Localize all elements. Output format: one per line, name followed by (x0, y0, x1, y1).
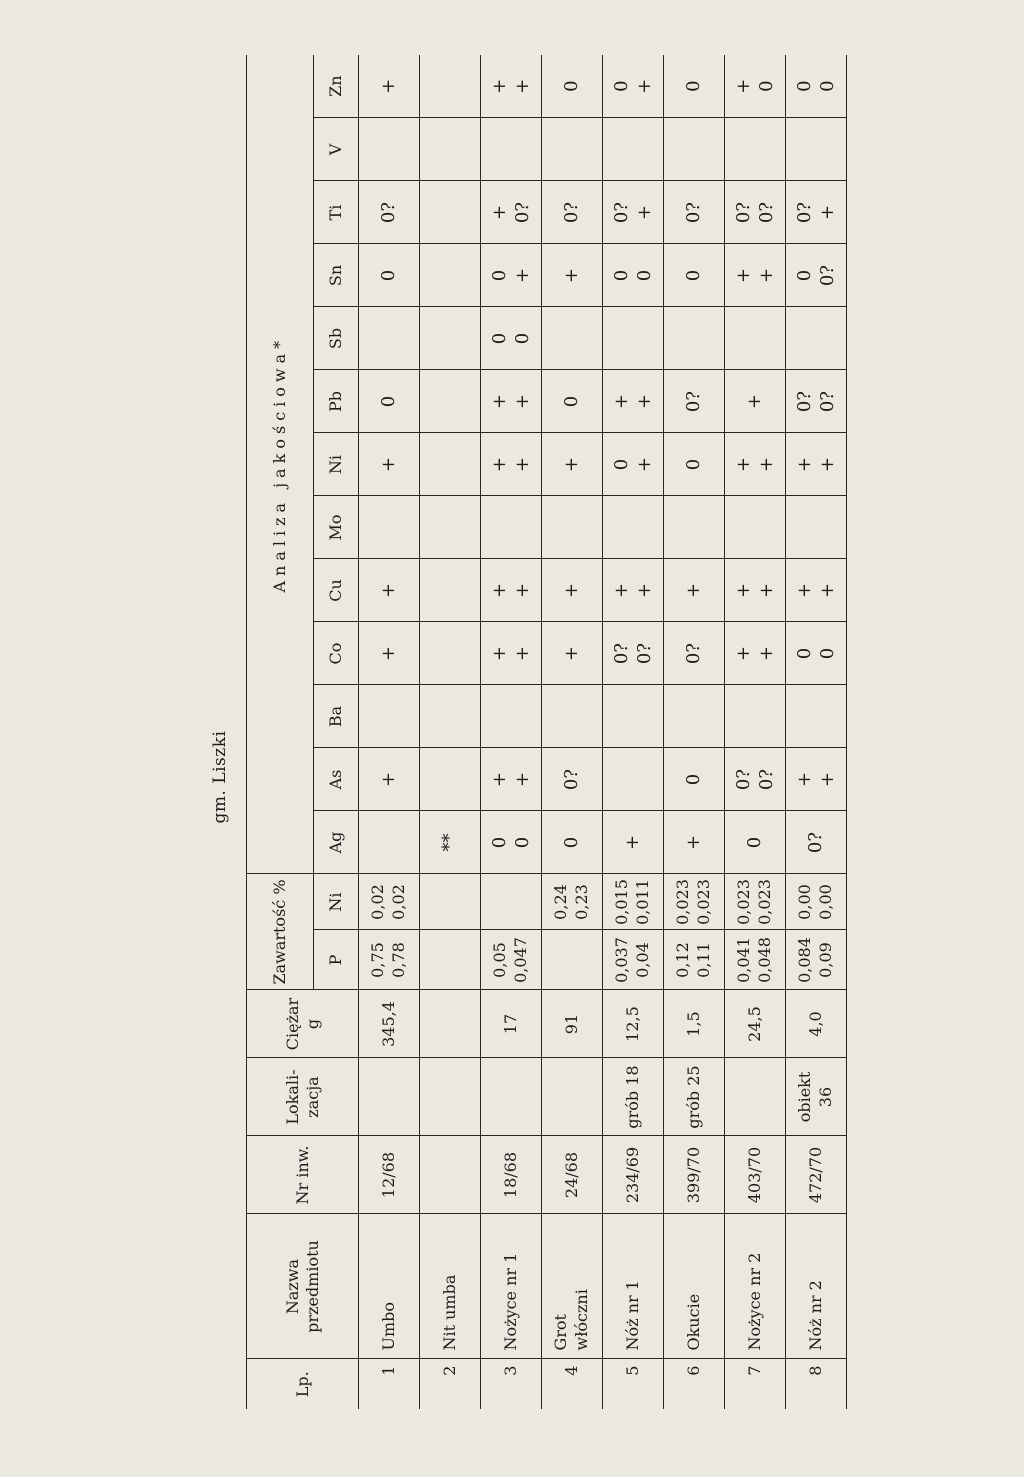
element-mo-cell (420, 496, 481, 559)
item-name-cell: Nit umba (420, 1214, 481, 1359)
item-name-cell: Okucie (664, 1214, 725, 1359)
element-ni-cell: 0 (664, 433, 725, 496)
header-element-sn: Sn (314, 244, 359, 307)
element-ni-cell: + + (786, 433, 847, 496)
element-co-cell (420, 622, 481, 685)
header-loc: Lokali- zacja (247, 1058, 359, 1136)
header-lp: Lp. (247, 1359, 359, 1409)
header-content-ni: Ni (314, 874, 359, 930)
element-v-cell (420, 118, 481, 181)
header-row-top (247, 55, 314, 1409)
weight-cell: 17 (481, 990, 542, 1058)
weight-cell: 91 (542, 990, 603, 1058)
row-number-cell: 8 (786, 1359, 847, 1409)
element-v-cell (725, 118, 786, 181)
element-pb-cell: + + (603, 370, 664, 433)
element-mo-cell (786, 496, 847, 559)
content-ni-cell: 0,02 0,02 (359, 874, 420, 930)
element-mo-cell (664, 496, 725, 559)
row-number-cell: 5 (603, 1359, 664, 1409)
element-ba-cell (786, 685, 847, 748)
element-sb-cell (725, 307, 786, 370)
element-as-cell: 0? 0? (725, 748, 786, 811)
item-name-cell: Nożyce nr 1 (481, 1214, 542, 1359)
page-subtitle: gm. Liszki (210, 730, 230, 824)
content-p-cell (542, 930, 603, 990)
header-element-v: V (314, 118, 359, 181)
location-cell: obiekt 36 (786, 1058, 847, 1136)
location-cell: grób 25 (664, 1058, 725, 1136)
content-p-cell: 0,05 0,047 (481, 930, 542, 990)
weight-cell: 4,0 (786, 990, 847, 1058)
element-sn-cell: 0 (664, 244, 725, 307)
element-as-cell (603, 748, 664, 811)
content-ni-cell: 0,023 0,023 (725, 874, 786, 930)
inventory-number-cell: 399/70 (664, 1136, 725, 1214)
element-as-cell: + + (786, 748, 847, 811)
header-analysis: Analiza jakościowa* (247, 55, 314, 874)
element-sb-cell (786, 307, 847, 370)
header-element-zn: Zn (314, 55, 359, 118)
content-ni-cell: 0,023 0,023 (664, 874, 725, 930)
element-pb-cell: + + (481, 370, 542, 433)
element-ba-cell (542, 685, 603, 748)
content-p-cell: 0,037 0,04 (603, 930, 664, 990)
item-name-cell: Umbo (359, 1214, 420, 1359)
element-sb-cell (359, 307, 420, 370)
row-number-cell: 2 (420, 1359, 481, 1409)
element-as-cell: 0 (664, 748, 725, 811)
element-sn-cell (420, 244, 481, 307)
content-ni-cell: 0,24 0,23 (542, 874, 603, 930)
element-mo-cell (603, 496, 664, 559)
element-co-cell: 0 0 (786, 622, 847, 685)
row-number-cell: 1 (359, 1359, 420, 1409)
weight-cell: 1,5 (664, 990, 725, 1058)
element-sn-cell: + (542, 244, 603, 307)
item-name-cell: Nóż nr 2 (786, 1214, 847, 1359)
element-pb-cell (420, 370, 481, 433)
element-co-cell: + (359, 622, 420, 685)
element-ag-cell: 0 (542, 811, 603, 874)
element-ni-cell: + (359, 433, 420, 496)
element-sb-cell (603, 307, 664, 370)
element-ba-cell (603, 685, 664, 748)
inventory-number-cell: 234/69 (603, 1136, 664, 1214)
row-number-cell: 6 (664, 1359, 725, 1409)
content-p-cell (420, 930, 481, 990)
element-co-cell: 0? (664, 622, 725, 685)
location-cell (481, 1058, 542, 1136)
element-ag-cell: ** (420, 811, 481, 874)
element-sn-cell: 0 (359, 244, 420, 307)
content-ni-cell (420, 874, 481, 930)
element-co-cell: + (542, 622, 603, 685)
header-name: Nazwa przedmiotu (247, 1214, 359, 1359)
element-sb-cell (420, 307, 481, 370)
table-row (603, 55, 664, 1409)
header-element-ni: Ni (314, 433, 359, 496)
header-element-sb: Sb (314, 307, 359, 370)
element-co-cell: + + (725, 622, 786, 685)
element-v-cell (664, 118, 725, 181)
element-zn-cell: + 0 (725, 55, 786, 118)
element-cu-cell: + (542, 559, 603, 622)
header-element-mo: Mo (314, 496, 359, 559)
element-co-cell: 0? 0? (603, 622, 664, 685)
table-row (481, 55, 542, 1409)
element-v-cell (603, 118, 664, 181)
item-name-cell: Grot włóczni (542, 1214, 603, 1359)
header-element-ti: Ti (314, 181, 359, 244)
header-element-pb: Pb (314, 370, 359, 433)
element-ba-cell (664, 685, 725, 748)
element-mo-cell (359, 496, 420, 559)
table-row (420, 55, 481, 1409)
element-as-cell: 0? (542, 748, 603, 811)
item-name-cell: Nóż nr 1 (603, 1214, 664, 1359)
element-sb-cell: 0 0 (481, 307, 542, 370)
inventory-number-cell: 24/68 (542, 1136, 603, 1214)
element-cu-cell: + + (603, 559, 664, 622)
element-pb-cell: 0? 0? (786, 370, 847, 433)
element-as-cell: + + (481, 748, 542, 811)
element-pb-cell: 0 (542, 370, 603, 433)
element-ba-cell (420, 685, 481, 748)
location-cell (420, 1058, 481, 1136)
location-cell (359, 1058, 420, 1136)
inventory-number-cell: 12/68 (359, 1136, 420, 1214)
element-sn-cell: + + (725, 244, 786, 307)
element-ti-cell: + 0? (481, 181, 542, 244)
element-ti-cell: 0? (542, 181, 603, 244)
element-ag-cell (359, 811, 420, 874)
header-content: Zawartość % (247, 874, 314, 990)
element-ti-cell: 0? (359, 181, 420, 244)
row-number-cell: 3 (481, 1359, 542, 1409)
content-p-cell: 0,041 0,048 (725, 930, 786, 990)
content-ni-cell: 0,015 0,011 (603, 874, 664, 930)
element-ni-cell (420, 433, 481, 496)
header-weight: Ciężar g (247, 990, 359, 1058)
element-ti-cell: 0? 0? (725, 181, 786, 244)
row-number-cell: 7 (725, 1359, 786, 1409)
analysis-table (246, 55, 847, 1409)
element-ba-cell (359, 685, 420, 748)
content-ni-cell: 0,00 0,00 (786, 874, 847, 930)
location-cell (542, 1058, 603, 1136)
element-ti-cell: 0? + (603, 181, 664, 244)
element-ni-cell: 0 + (603, 433, 664, 496)
location-cell (725, 1058, 786, 1136)
element-ti-cell: 0? + (786, 181, 847, 244)
element-sn-cell: 0 0 (603, 244, 664, 307)
header-element-co: Co (314, 622, 359, 685)
element-ag-cell: 0 (725, 811, 786, 874)
inventory-number-cell: 18/68 (481, 1136, 542, 1214)
element-ag-cell: + (664, 811, 725, 874)
weight-cell (420, 990, 481, 1058)
element-zn-cell: 0 (542, 55, 603, 118)
content-p-cell: 0,12 0,11 (664, 930, 725, 990)
element-cu-cell (420, 559, 481, 622)
element-zn-cell: + (359, 55, 420, 118)
table-row (359, 55, 420, 1409)
element-pb-cell: 0? (664, 370, 725, 433)
header-element-cu: Cu (314, 559, 359, 622)
element-ba-cell (481, 685, 542, 748)
content-p-cell: 0,084 0,09 (786, 930, 847, 990)
element-ti-cell: 0? (664, 181, 725, 244)
content-ni-cell (481, 874, 542, 930)
table-row (786, 55, 847, 1409)
element-sn-cell: 0 0? (786, 244, 847, 307)
element-co-cell: + + (481, 622, 542, 685)
element-ti-cell (420, 181, 481, 244)
inventory-number-cell: 403/70 (725, 1136, 786, 1214)
element-ni-cell: + + (481, 433, 542, 496)
inventory-number-cell (420, 1136, 481, 1214)
element-pb-cell: + (725, 370, 786, 433)
element-ag-cell: 0 0 (481, 811, 542, 874)
header-element-ag: Ag (314, 811, 359, 874)
element-cu-cell: + (359, 559, 420, 622)
table-body (359, 55, 847, 1409)
content-p-cell: 0,75 0,78 (359, 930, 420, 990)
element-v-cell (359, 118, 420, 181)
element-zn-cell: + + (481, 55, 542, 118)
table-row (542, 55, 603, 1409)
row-number-cell: 4 (542, 1359, 603, 1409)
element-v-cell (542, 118, 603, 181)
element-mo-cell (725, 496, 786, 559)
element-sb-cell (664, 307, 725, 370)
element-mo-cell (481, 496, 542, 559)
element-ni-cell: + + (725, 433, 786, 496)
header-element-ba: Ba (314, 685, 359, 748)
element-v-cell (786, 118, 847, 181)
header-inv: Nr inw. (247, 1136, 359, 1214)
header-element-as: As (314, 748, 359, 811)
element-v-cell (481, 118, 542, 181)
location-cell: grób 18 (603, 1058, 664, 1136)
element-sn-cell: 0 + (481, 244, 542, 307)
item-name-cell: Nożyce nr 2 (725, 1214, 786, 1359)
weight-cell: 24,5 (725, 990, 786, 1058)
element-zn-cell: 0 (664, 55, 725, 118)
element-zn-cell: 0 0 (786, 55, 847, 118)
element-cu-cell: + + (481, 559, 542, 622)
weight-cell: 345,4 (359, 990, 420, 1058)
element-as-cell (420, 748, 481, 811)
element-cu-cell: + (664, 559, 725, 622)
element-mo-cell (542, 496, 603, 559)
header-content-p: P (314, 930, 359, 990)
table-row (725, 55, 786, 1409)
element-ni-cell: + (542, 433, 603, 496)
element-pb-cell: 0 (359, 370, 420, 433)
element-zn-cell: 0 + (603, 55, 664, 118)
element-cu-cell: + + (786, 559, 847, 622)
element-ba-cell (725, 685, 786, 748)
element-ag-cell: + (603, 811, 664, 874)
element-zn-cell (420, 55, 481, 118)
inventory-number-cell: 472/70 (786, 1136, 847, 1214)
weight-cell: 12,5 (603, 990, 664, 1058)
table-row (664, 55, 725, 1409)
element-as-cell: + (359, 748, 420, 811)
element-sb-cell (542, 307, 603, 370)
element-ag-cell: 0? (786, 811, 847, 874)
element-cu-cell: + + (725, 559, 786, 622)
